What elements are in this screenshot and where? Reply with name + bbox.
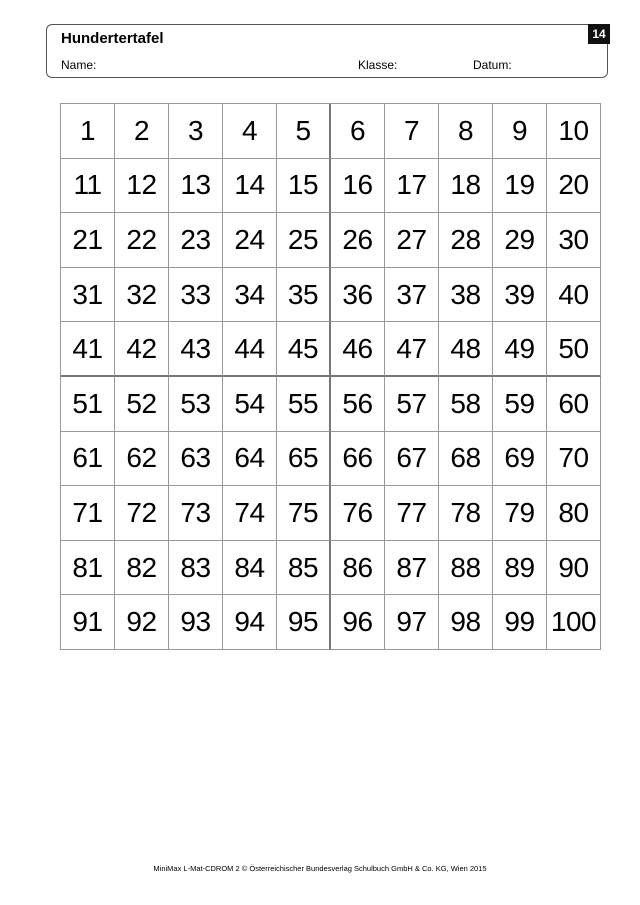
number-cell: 100 [547, 595, 601, 650]
number-cell: 17 [385, 159, 439, 214]
number-cell: 13 [169, 159, 223, 214]
number-cell: 54 [223, 377, 277, 432]
number-cell: 73 [169, 486, 223, 541]
number-cell: 63 [169, 432, 223, 487]
klasse-field-label: Klasse: [358, 58, 398, 72]
number-cell: 51 [61, 377, 115, 432]
number-cell: 76 [331, 486, 385, 541]
number-cell: 82 [115, 541, 169, 596]
number-cell: 95 [277, 595, 331, 650]
number-cell: 27 [385, 213, 439, 268]
number-cell: 53 [169, 377, 223, 432]
number-cell: 42 [115, 322, 169, 377]
number-cell: 4 [223, 104, 277, 159]
number-cell: 72 [115, 486, 169, 541]
number-cell: 14 [223, 159, 277, 214]
number-cell: 64 [223, 432, 277, 487]
number-cell: 30 [547, 213, 601, 268]
number-cell: 32 [115, 268, 169, 323]
number-cell: 68 [439, 432, 493, 487]
number-cell: 84 [223, 541, 277, 596]
number-cell: 33 [169, 268, 223, 323]
number-cell: 74 [223, 486, 277, 541]
number-cell: 94 [223, 595, 277, 650]
number-cell: 25 [277, 213, 331, 268]
name-field-label: Name: [61, 58, 97, 72]
number-cell: 5 [277, 104, 331, 159]
number-cell: 3 [169, 104, 223, 159]
number-cell: 40 [547, 268, 601, 323]
number-cell: 60 [547, 377, 601, 432]
number-cell: 78 [439, 486, 493, 541]
footer-copyright: MiniMax L-Mat-CDROM 2 © Österreichischer Bundesverlag Schulbuch GmbH & Co. KG, Wien 2015 [153, 864, 487, 873]
number-cell: 18 [439, 159, 493, 214]
number-cell: 79 [493, 486, 547, 541]
hundred-table [60, 103, 601, 650]
number-cell: 16 [331, 159, 385, 214]
number-cell: 8 [439, 104, 493, 159]
number-cell: 23 [169, 213, 223, 268]
number-cell: 19 [493, 159, 547, 214]
number-cell: 57 [385, 377, 439, 432]
number-cell: 55 [277, 377, 331, 432]
number-cell: 37 [385, 268, 439, 323]
number-cell: 62 [115, 432, 169, 487]
number-cell: 85 [277, 541, 331, 596]
header-box [46, 24, 608, 78]
number-cell: 41 [61, 322, 115, 377]
number-cell: 92 [115, 595, 169, 650]
number-cell: 87 [385, 541, 439, 596]
number-cell: 89 [493, 541, 547, 596]
number-cell: 99 [493, 595, 547, 650]
number-cell: 44 [223, 322, 277, 377]
number-cell: 26 [331, 213, 385, 268]
number-cell: 29 [493, 213, 547, 268]
number-cell: 10 [547, 104, 601, 159]
number-cell: 11 [61, 159, 115, 214]
datum-field-label: Datum: [473, 58, 512, 72]
number-cell: 98 [439, 595, 493, 650]
number-cell: 6 [331, 104, 385, 159]
number-cell: 2 [115, 104, 169, 159]
number-cell: 22 [115, 213, 169, 268]
number-cell: 36 [331, 268, 385, 323]
number-cell: 59 [493, 377, 547, 432]
number-cell: 38 [439, 268, 493, 323]
number-cell: 96 [331, 595, 385, 650]
number-cell: 24 [223, 213, 277, 268]
number-cell: 12 [115, 159, 169, 214]
number-cell: 21 [61, 213, 115, 268]
number-cell: 9 [493, 104, 547, 159]
number-cell: 39 [493, 268, 547, 323]
number-cell: 52 [115, 377, 169, 432]
number-cell: 81 [61, 541, 115, 596]
number-cell: 77 [385, 486, 439, 541]
number-cell: 86 [331, 541, 385, 596]
number-cell: 45 [277, 322, 331, 377]
number-cell: 69 [493, 432, 547, 487]
number-cell: 75 [277, 486, 331, 541]
number-cell: 61 [61, 432, 115, 487]
number-cell: 35 [277, 268, 331, 323]
number-cell: 91 [61, 595, 115, 650]
number-cell: 58 [439, 377, 493, 432]
number-cell: 56 [331, 377, 385, 432]
number-cell: 90 [547, 541, 601, 596]
number-cell: 43 [169, 322, 223, 377]
number-cell: 66 [331, 432, 385, 487]
number-cell: 80 [547, 486, 601, 541]
page-number-badge: 14 [588, 24, 610, 44]
number-cell: 88 [439, 541, 493, 596]
number-cell: 50 [547, 322, 601, 377]
number-cell: 93 [169, 595, 223, 650]
number-cell: 7 [385, 104, 439, 159]
number-cell: 1 [61, 104, 115, 159]
number-cell: 67 [385, 432, 439, 487]
number-cell: 31 [61, 268, 115, 323]
number-cell: 47 [385, 322, 439, 377]
number-cell: 15 [277, 159, 331, 214]
worksheet-title: Hundertertafel [61, 30, 164, 47]
number-cell: 46 [331, 322, 385, 377]
number-cell: 34 [223, 268, 277, 323]
number-cell: 70 [547, 432, 601, 487]
number-cell: 48 [439, 322, 493, 377]
number-cell: 28 [439, 213, 493, 268]
number-cell: 97 [385, 595, 439, 650]
number-cell: 49 [493, 322, 547, 377]
number-cell: 65 [277, 432, 331, 487]
number-cell: 71 [61, 486, 115, 541]
number-cell: 20 [547, 159, 601, 214]
number-cell: 83 [169, 541, 223, 596]
